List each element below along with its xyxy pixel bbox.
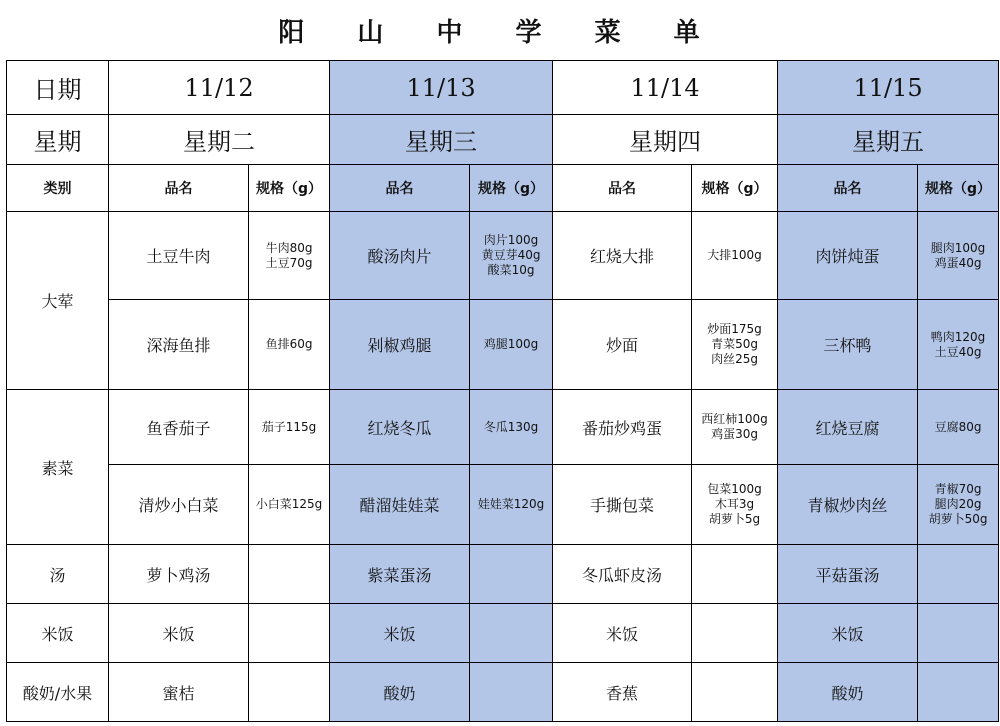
- spec-cell: [249, 604, 330, 663]
- weekday-label: 星期: [7, 115, 109, 165]
- dish-cell: 清炒小白菜: [109, 465, 249, 545]
- dish-cell: 米饭: [553, 604, 692, 663]
- dish-cell: 酸奶: [330, 663, 470, 722]
- date-cell: 11/13: [330, 61, 553, 115]
- dish-cell: 手撕包菜: [553, 465, 692, 545]
- date-cell: 11/15: [778, 61, 999, 115]
- category-cell: 酸奶/水果: [7, 663, 109, 722]
- dish-cell: 土豆牛肉: [109, 212, 249, 300]
- spec-cell: 娃娃菜120g: [470, 465, 553, 545]
- weekday-cell: 星期三: [330, 115, 553, 165]
- spec-cell: 鸭肉120g 土豆40g: [918, 300, 999, 390]
- weekday-cell: 星期二: [109, 115, 330, 165]
- dish-cell: 红烧冬瓜: [330, 390, 470, 465]
- spec-cell: 鱼排60g: [249, 300, 330, 390]
- spec-cell: 冬瓜130g: [470, 390, 553, 465]
- date-cell: 11/14: [553, 61, 778, 115]
- weekday-cell: 星期五: [778, 115, 999, 165]
- spec-cell: [692, 663, 778, 722]
- dish-header: 品名: [553, 165, 692, 212]
- date-cell: 11/12: [109, 61, 330, 115]
- spec-cell: 小白菜125g: [249, 465, 330, 545]
- spec-cell: [692, 604, 778, 663]
- spec-cell: 青椒70g 腿肉20g 胡萝卜50g: [918, 465, 999, 545]
- spec-header: 规格（g）: [249, 165, 330, 212]
- spec-cell: 西红柿100g 鸡蛋30g: [692, 390, 778, 465]
- dish-cell: 平菇蛋汤: [778, 545, 918, 604]
- spec-cell: [249, 545, 330, 604]
- spec-cell: [918, 663, 999, 722]
- category-cell: 汤: [7, 545, 109, 604]
- weekday-cell: 星期四: [553, 115, 778, 165]
- spec-cell: 牛肉80g 土豆70g: [249, 212, 330, 300]
- dish-cell: 萝卜鸡汤: [109, 545, 249, 604]
- spec-header: 规格（g）: [470, 165, 553, 212]
- spec-cell: [692, 545, 778, 604]
- dish-cell: 紫菜蛋汤: [330, 545, 470, 604]
- dish-cell: 香蕉: [553, 663, 692, 722]
- dish-cell: 剁椒鸡腿: [330, 300, 470, 390]
- date-label: 日期: [7, 61, 109, 115]
- dish-cell: 蜜桔: [109, 663, 249, 722]
- dish-cell: 冬瓜虾皮汤: [553, 545, 692, 604]
- spec-cell: [249, 663, 330, 722]
- spec-cell: [470, 663, 553, 722]
- spec-cell: 腿肉100g 鸡蛋40g: [918, 212, 999, 300]
- spec-cell: 大排100g: [692, 212, 778, 300]
- dish-cell: 红烧豆腐: [778, 390, 918, 465]
- spec-cell: 包菜100g 木耳3g 胡萝卜5g: [692, 465, 778, 545]
- spec-cell: 茄子115g: [249, 390, 330, 465]
- dish-cell: 酸奶: [778, 663, 918, 722]
- spec-header: 规格（g）: [918, 165, 999, 212]
- menu-table: [6, 60, 999, 722]
- dish-header: 品名: [109, 165, 249, 212]
- spec-header: 规格（g）: [692, 165, 778, 212]
- dish-cell: 三杯鸭: [778, 300, 918, 390]
- spec-cell: [918, 604, 999, 663]
- dish-cell: 醋溜娃娃菜: [330, 465, 470, 545]
- dish-cell: 炒面: [553, 300, 692, 390]
- spec-cell: 豆腐80g: [918, 390, 999, 465]
- dish-cell: 番茄炒鸡蛋: [553, 390, 692, 465]
- spec-cell: [470, 604, 553, 663]
- spec-cell: 鸡腿100g: [470, 300, 553, 390]
- dish-cell: 深海鱼排: [109, 300, 249, 390]
- dish-cell: 米饭: [109, 604, 249, 663]
- dish-cell: 鱼香茄子: [109, 390, 249, 465]
- page-title: 阳 山 中 学 菜 单: [278, 17, 722, 48]
- dish-cell: 红烧大排: [553, 212, 692, 300]
- spec-cell: 肉片100g 黄豆芽40g 酸菜10g: [470, 212, 553, 300]
- dish-header: 品名: [330, 165, 470, 212]
- category-cell: 大荤: [7, 212, 109, 390]
- dish-cell: 酸汤肉片: [330, 212, 470, 300]
- spec-cell: [918, 545, 999, 604]
- spec-cell: [470, 545, 553, 604]
- dish-cell: 肉饼炖蛋: [778, 212, 918, 300]
- dish-cell: 青椒炒肉丝: [778, 465, 918, 545]
- dish-header: 品名: [778, 165, 918, 212]
- category-cell: 素菜: [7, 390, 109, 545]
- category-header: 类别: [7, 165, 109, 212]
- dish-cell: 米饭: [330, 604, 470, 663]
- category-cell: 米饭: [7, 604, 109, 663]
- spec-cell: 炒面175g 青菜50g 肉丝25g: [692, 300, 778, 390]
- dish-cell: 米饭: [778, 604, 918, 663]
